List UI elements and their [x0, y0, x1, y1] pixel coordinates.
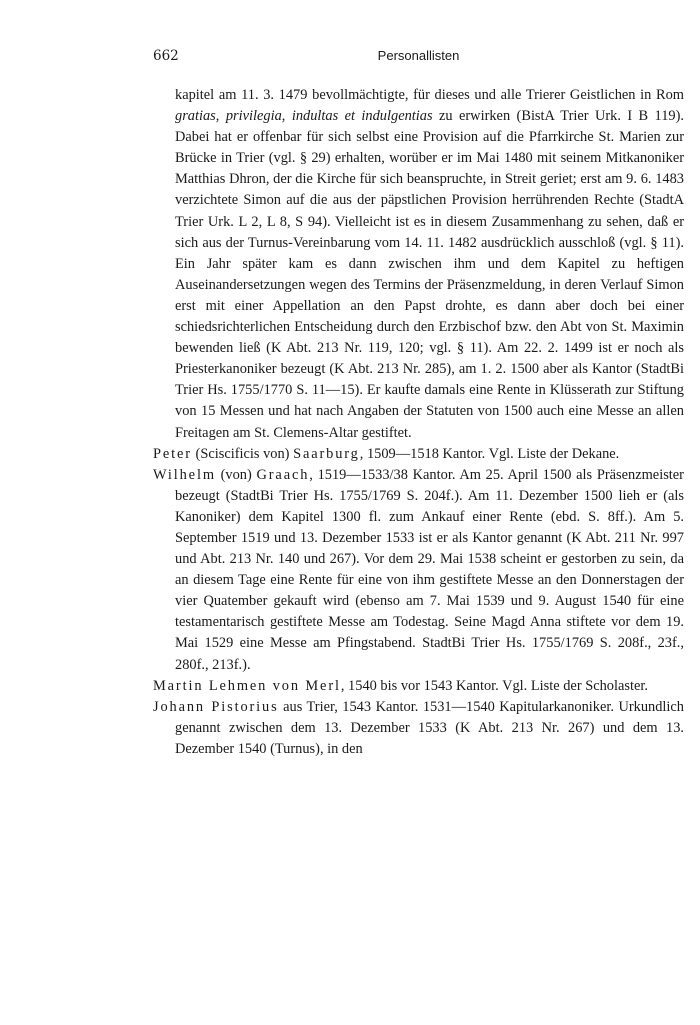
list-entry	[153, 676, 684, 697]
paragraph-text: kapitel am 11. 3. 1479 bevollmächtigte, für dieses und alle Trierer Geistlichen in Rom	[175, 87, 684, 103]
name-qualifier: (Sciscificis von)	[195, 445, 290, 462]
entry-text: , 1543 Kantor. 1531—1540 Kapitularkanoniker. Urkundlich genannt zwischen dem 13. Dezember 1533 (K Abt. 213 Nr. 267) und dem 13. Dezember 1540 (Turnus), in den	[175, 698, 684, 757]
separator: ,	[281, 108, 286, 125]
person-name: Martin Lehmen von Merl	[153, 677, 341, 694]
latin-term: indultas et indulgentias	[291, 108, 433, 125]
page-number: 662	[153, 48, 179, 64]
body-text	[153, 85, 684, 760]
latin-term: privilegia	[225, 108, 282, 125]
person-name: Graach	[256, 466, 310, 483]
name-qualifier: (von)	[220, 466, 252, 483]
latin-term: gratias	[175, 108, 216, 125]
person-name: Wilhelm	[153, 466, 216, 483]
person-name: Johann Pistorius	[153, 698, 279, 715]
list-entry	[153, 465, 684, 676]
paragraph-text: zu erwirken (BistA Trier Urk. I B 119). Dabei hat er offenbar für sich selbst eine Provision auf die Pfarrkirche St. Marien zur Brücke in Trier (vgl. § 29) erhalten, worüber er im Mai 1480 mit seinem Mitkanoniker Matthias Dhron, der die Kirche für sich beanspruchte, in Streit geriet; erst am 9. 6. 1483 verzichtete Simon auf die aus der päpstlichen Provision herrührenden Rechte (StadtA Trier Urk. L 2, L 8, S 94). Vielleicht ist es in diesem Zusammenhang zu sehen, daß er sich aus der Turnus-Vereinbarung vom 14. 11. 1482 ausdrücklich ausschloß (vgl. § 11). Ein Jahr später kam es dann zwischen ihm und dem Kapitel zu heftigen Auseinandersetzungen wegen des Termins der Präsenzmeldung, in deren Verlauf Simon erst mit einer Appellation an den Papst drohte, es dann aber doch bei einer schiedsrichterlichen Entscheidung durch den Erzbischof bzw. den Abt von St. Maximin bewenden ließ (K Abt. 213 Nr. 119, 120; vgl. § 11). Am 22. 2. 1499 ist er noch als Priesterkanoniker bezeugt (K Abt. 213 Nr. 285), am 1. 2. 1500 aber als Kantor (StadtBi Trier Hs. 1755/1770 S. 11—15). Er kaufte damals eine Rente in Klüsserath zur Stiftung von 15 Messen und hat nach Angaben der Statuten von 1500 auch eine Messe an allen Freitagen am St. Clemens-Altar gestiftet.	[175, 108, 685, 441]
entry-text: , 1519—1533/38 Kantor. Am 25. April 1500 als Präsenzmeister bezeugt (StadtBi Trier Hs. 1755/1769 S. 204f.). Am 11. Dezember 1500 lieh er (als Kanoniker) dem Kapitel 1300 fl. zum Ankauf einer Rente (ebd. S. 8ff.). Am 5. September 1519 und 13. Dezember 1533 ist er als Kantor genannt (K Abt. 211 Nr. 997 und Abt. 213 Nr. 140 und 267). Vor dem 29. Mai 1538 scheint er gestorben zu sein, da an diesem Tage eine Rente für eine von ihm gestiftete Messe an den Donnerstagen der vier Quatember gekauft wird (ebenso am 7. Mai 1539 und 9. August 1540 für eine testamentarisch gestiftete Messe am Todestag. Seine Magd Anna stiftete vor dem 19. Mai 1529 eine Messe am Pfingstabend. StadtBi Trier Hs. 1755/1769 S. 208f., 23f., 280f., 213f.).	[175, 466, 684, 673]
running-title: Personallisten	[377, 48, 460, 63]
continuation-paragraph	[153, 85, 684, 444]
entry-text: , 1540 bis vor 1543 Kantor. Vgl. Liste der Scholaster.	[340, 677, 648, 694]
list-entry	[153, 697, 684, 760]
person-name: Saarburg	[293, 445, 360, 462]
page-header	[153, 48, 684, 68]
name-qualifier: aus Trier	[283, 698, 335, 715]
person-name: Peter	[153, 445, 192, 462]
list-entry	[153, 444, 684, 465]
separator: ,	[215, 108, 220, 125]
entry-text: , 1509—1518 Kantor. Vgl. Liste der Dekane.	[359, 445, 620, 462]
